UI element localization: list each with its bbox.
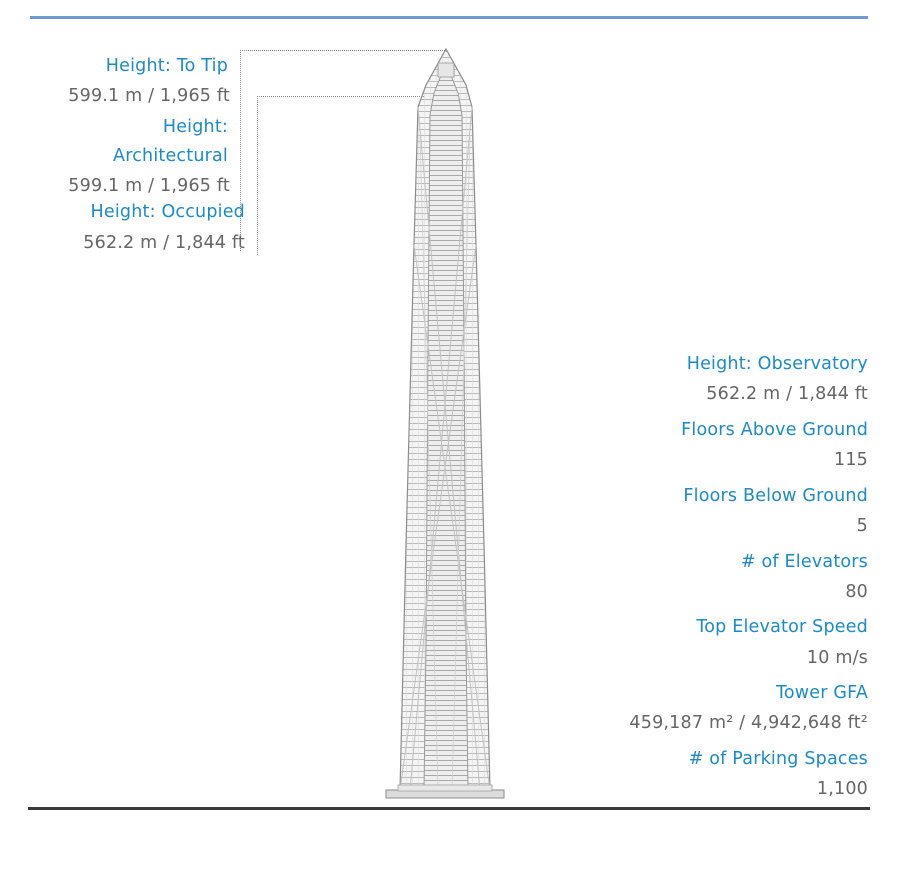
height-occupied-value: 562.2 m / 1,844 ft: [83, 233, 245, 253]
floors-below-ground-label: Floors Below Ground: [683, 486, 868, 506]
height-observatory-value: 562.2 m / 1,844 ft: [706, 384, 868, 404]
height-architectural-label-line1: Height:: [162, 117, 228, 137]
elevators-value: 80: [845, 582, 868, 602]
parking-spaces-label: # of Parking Spaces: [688, 749, 868, 769]
tower-gfa-label: Tower GFA: [775, 683, 868, 703]
elevators-label: # of Elevators: [740, 552, 868, 572]
floors-below-ground-value: 5: [856, 516, 868, 536]
parking-spaces-value: 1,100: [816, 779, 868, 799]
height-architectural-label-line2: Architectural: [113, 146, 228, 166]
floors-above-ground-value: 115: [833, 450, 868, 470]
height-observatory-label: Height: Observatory: [686, 354, 868, 374]
top-elevator-speed-label: Top Elevator Speed: [696, 617, 868, 637]
leader-line-architectural: [257, 96, 424, 255]
top-elevator-speed-value: 10 m/s: [806, 648, 868, 668]
height-to-tip-label: Height: To Tip: [105, 56, 228, 76]
floors-above-ground-label: Floors Above Ground: [681, 420, 868, 440]
height-occupied-label: Height: Occupied: [90, 202, 245, 222]
tower-gfa-value: 459,187 m² / 4,942,648 ft²: [629, 713, 868, 733]
ground-line: [28, 807, 870, 810]
height-to-tip-value: 599.1 m / 1,965 ft: [68, 86, 230, 106]
height-architectural-value: 599.1 m / 1,965 ft: [68, 176, 230, 196]
top-divider: [30, 16, 868, 19]
